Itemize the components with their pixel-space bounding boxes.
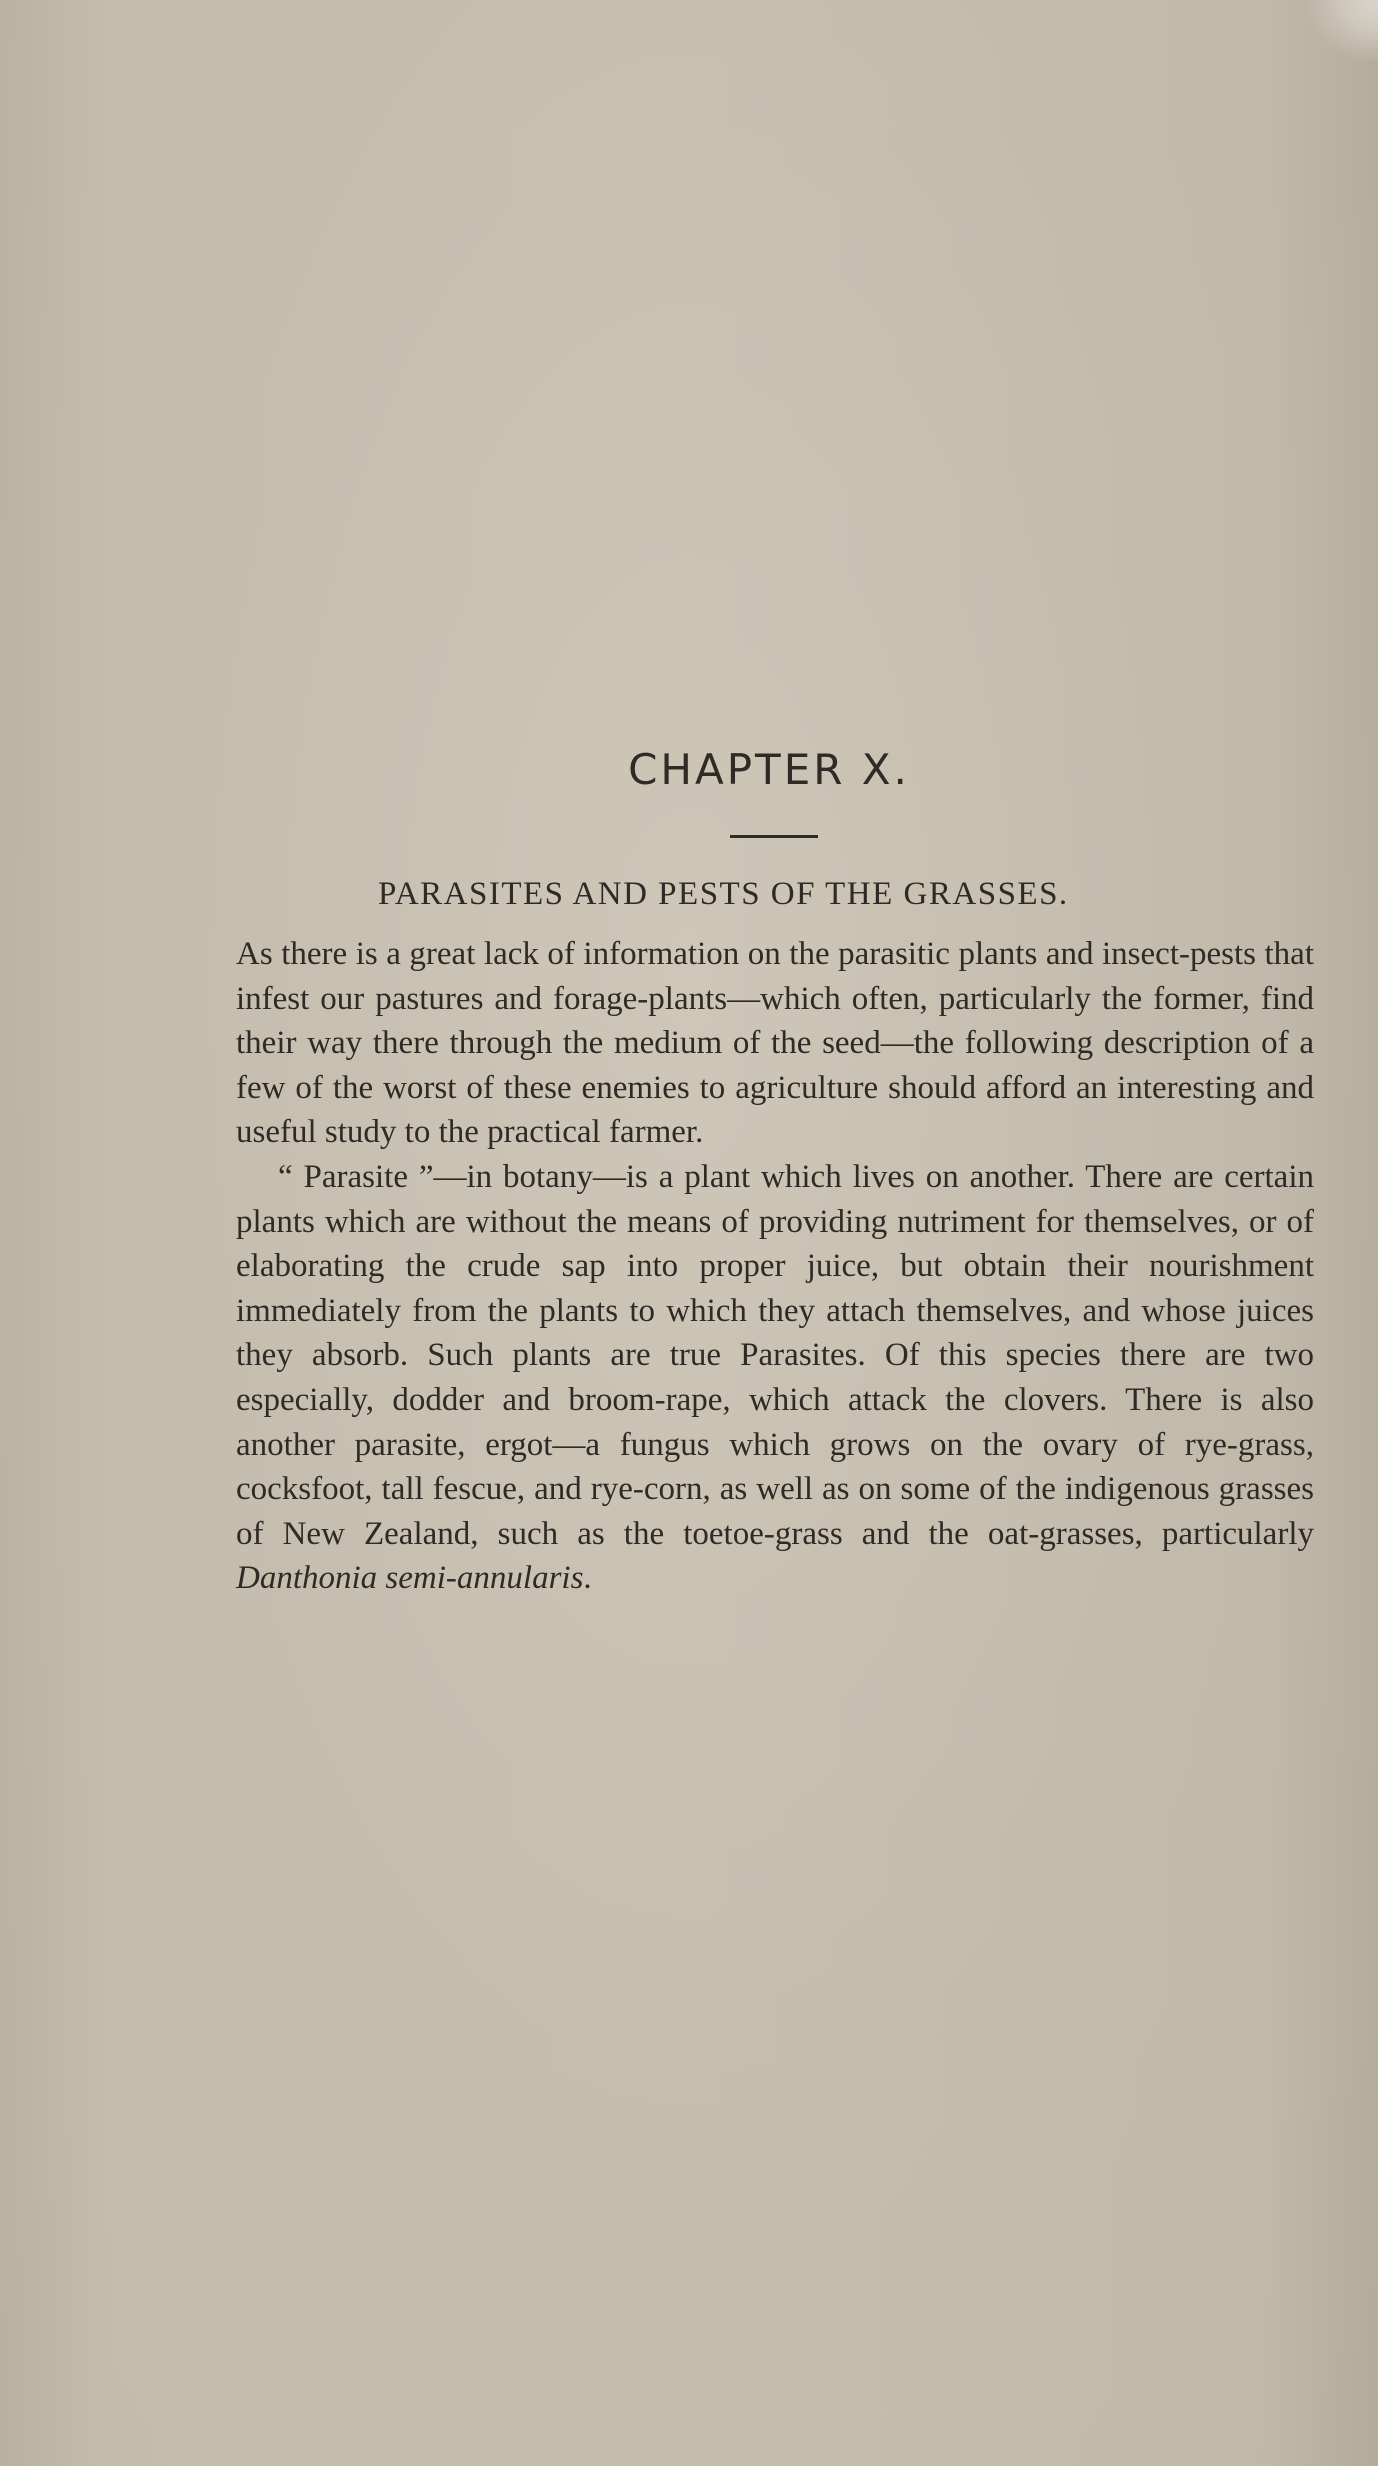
paragraph-2 (236, 1155, 1314, 1601)
chapter-title: CHAPTER X. (628, 745, 910, 794)
paragraph-2-end: . (583, 1560, 592, 1597)
section-heading: PARASITES AND PESTS OF THE GRASSES. (378, 876, 1069, 912)
body-text (236, 932, 1314, 1601)
paragraph-1: As there is a great lack of information on the parasitic plants and insect-pests that infest our pastures and forage-plants—which often, particularly the former, find their way there through the medium of the seed—the following description of a few of the worst of these enemies to agriculture should afford an interesting and useful study to the practical farmer. (236, 936, 1314, 1151)
title-divider-rule (730, 835, 818, 838)
species-name-italic: Danthonia semi-annularis (236, 1560, 584, 1597)
paragraph-2-text: “ Parasite ”—in botany—is a plant which lives on another. There are certain plants which are without the means of providing nutriment for themselves, or of elaborating the crude sap into proper juice, but obtain their nourishment immediately from the plants to which they attach themselves, and whose juices they absorb. Such plants are true Parasites. Of this species there are two especially, dodder and broom-rape, which attack the clovers. There is also another parasite, ergot—a fungus which grows on the ovary of rye-grass, cocksfoot, tall fescue, and rye-corn, as well as on some of the indigenous grasses of New Zealand, such as the toetoe-grass and the oat-grasses, particularly (236, 1158, 1314, 1552)
page-corner-wear (1308, 0, 1378, 60)
